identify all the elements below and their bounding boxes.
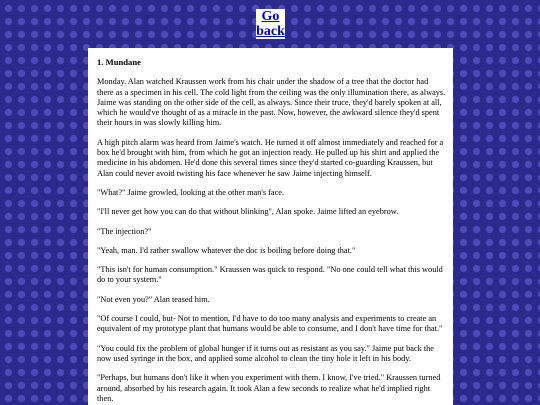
story-paragraph: "Not even you?" Alan teased him. <box>97 294 210 304</box>
go-back-link[interactable] <box>256 9 285 39</box>
story-paragraph: Monday. Alan watched Kraussen work from his chair under the shadow of a tree that the doctor had there as a specimen in his cell. The cold light from the ceiling was the only illumination there, as always. Jaime was standing on the other side of the cell, as always. Since their truce, they'd barely spoken at all, which he would've thought of as a miracle in the past. Now, however, the awkward silence they'd spent their hours in was slowly killing him. <box>97 77 446 128</box>
story-paragraph: A high pitch alarm was heard from Jaime's watch. He turned it off almost immediately and reached for a box he'd brought with him, from which he got an injection ready. He pulled up his shirt and applied the medicine in his abdomen. He'd done this several times since they'd started co-guarding Kraussen, but Alan could never avoid twisting his face whenever he saw Jaime injecting himself. <box>97 137 444 178</box>
story-paragraph: "This isn't for human consumption." Kraussen was quick to respond. "No one could tell what this would do to your system." <box>97 265 443 285</box>
story-paragraph: "Yeah, man. I'd rather swallow whatever the doc is boiling before doing that." <box>97 245 356 255</box>
story-paragraph: "You could fix the problem of global hunger if it turns out as resistant as you say." Jaime put back the now used syringe in the box, and applied some alcohol to clean the tiny hole it left in his body. <box>97 343 434 363</box>
story-paragraph: "Perhaps, but humans don't like it when you experiment with them. I know, I've tried." Kraussen turned around, absorbed by his research again. It took Alan a few seconds to realize what he'd implied right then. <box>97 373 441 403</box>
chapter-title: 1. Mundane <box>97 57 141 67</box>
story-paragraph: "I'll never get how you can do that without blinking", Alan spoke. Jaime lifted an eyebrow. <box>97 207 399 217</box>
story-paragraph: "The injection?" <box>97 226 152 236</box>
go-back-link-line-2: back <box>256 24 285 39</box>
go-back-link-line-1: Go <box>261 9 280 24</box>
story-paragraph: "What?" Jaime growled, looking at the other man's face. <box>97 187 285 197</box>
story-content <box>88 48 453 405</box>
story-paragraph: "Of course I could, but- Not to mention, I'd have to do too many analysis and experiments to create an equivalent of my prototype plant that humans would be able to consume, and I don't have time for that." <box>97 314 443 334</box>
